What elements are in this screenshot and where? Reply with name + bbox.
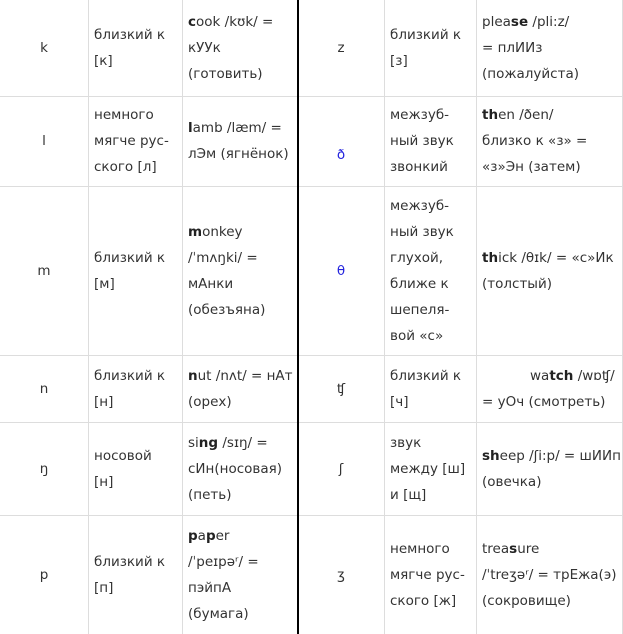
left-example-word (188, 363, 298, 415)
left-phoneme-symbol: m (37, 262, 51, 279)
example-text: (петь) (188, 486, 232, 503)
description-line: ского [л] (94, 159, 157, 175)
center-divider (297, 0, 299, 634)
example-text: ick /θɪk/ = «с»Ик (498, 249, 614, 266)
left-sound-description (94, 22, 180, 74)
example-text: /pli:z/ (528, 14, 570, 30)
highlighted-letters: l (188, 120, 193, 136)
example-text: кУУк (188, 40, 221, 56)
example-text: пэйпА (188, 579, 232, 596)
example-line (188, 549, 298, 575)
left-example-word (188, 9, 298, 87)
left-phoneme-symbol: k (40, 40, 48, 56)
row-divider (0, 186, 623, 187)
example-line (188, 61, 298, 87)
example-line (482, 154, 623, 180)
example-text: (пожалуйста) (482, 66, 580, 82)
highlighted-letters: th (482, 107, 499, 123)
example-text: /ˈpeɪpəʳ/ = (188, 553, 259, 570)
description-line: звонкий (390, 159, 448, 175)
example-text: wa (530, 367, 550, 384)
description-line: шепеля- (390, 301, 450, 318)
example-text: plea (482, 14, 511, 30)
example-line (188, 245, 298, 271)
column-divider (384, 0, 385, 634)
description-line: звук (390, 434, 422, 451)
example-line (482, 588, 623, 614)
example-line (188, 430, 298, 456)
example-text: = плИИз (482, 40, 543, 56)
example-text: ure (517, 540, 540, 557)
left-sound-description (94, 245, 180, 297)
right-sound-description (390, 430, 474, 508)
example-text: onkey (202, 223, 243, 240)
example-line (482, 389, 623, 415)
example-line (188, 482, 298, 508)
example-text: /ˈmʌŋki/ = (188, 249, 258, 266)
highlighted-letters: p (205, 527, 216, 544)
example-text: мАнки (188, 275, 234, 292)
example-text: /sɪŋ/ = (218, 434, 268, 451)
row-divider (0, 515, 623, 516)
right-sound-description (390, 193, 474, 349)
description-line: ный звук (390, 133, 454, 149)
description-line: и [щ] (390, 486, 427, 503)
column-divider (476, 0, 477, 634)
example-text: (овечка) (482, 473, 542, 490)
example-text: amb /læm/ = (192, 120, 282, 136)
example-text: /wɒʧ/ (573, 367, 615, 384)
example-text: (орех) (188, 393, 232, 410)
right-example-word (482, 102, 623, 180)
right-example-word (482, 443, 623, 495)
example-line (188, 219, 298, 245)
description-line: [з] (390, 53, 408, 69)
right-sound-description (390, 363, 474, 415)
left-example-word (188, 115, 298, 167)
left-sound-description (94, 363, 180, 415)
left-sound-description (94, 102, 180, 180)
highlighted-letters: ng (198, 434, 219, 451)
right-example-word (482, 9, 623, 87)
example-text: (бумага) (188, 605, 249, 622)
example-line (188, 523, 298, 549)
right-example-word (482, 245, 623, 297)
description-line: [п] (94, 579, 114, 596)
example-line (482, 102, 623, 128)
example-line (482, 536, 623, 562)
example-line (188, 575, 298, 601)
description-line: близкий к (94, 27, 166, 43)
description-line: [ч] (390, 393, 409, 410)
description-line: [к] (94, 53, 113, 69)
highlighted-letters: n (188, 367, 198, 384)
example-text: сИн(носовая) (188, 460, 282, 477)
left-sound-description (94, 549, 180, 601)
right-phoneme-symbol: ð (336, 147, 346, 163)
left-example-word (188, 430, 298, 508)
example-text: (толстый) (482, 275, 553, 292)
example-line (482, 128, 623, 154)
example-line (188, 456, 298, 482)
right-sound-description (390, 102, 474, 180)
right-example-word (482, 536, 623, 614)
left-sound-description (94, 443, 180, 495)
right-phoneme-symbol: ʧ (336, 380, 346, 397)
example-line (482, 271, 623, 297)
example-text: ut /nʌt/ = нАт (197, 367, 293, 384)
row-divider (0, 422, 623, 423)
description-line: немного (390, 540, 450, 557)
example-text: /ˈtreʒəʳ/ = трЕжа(э) (482, 566, 617, 583)
description-line: близкий к (94, 367, 166, 384)
highlighted-letters: se (510, 14, 529, 30)
left-phoneme-symbol: ŋ (39, 460, 49, 477)
example-line (482, 61, 623, 87)
example-text: ook /kʊk/ = (196, 14, 274, 30)
right-phoneme-symbol: z (337, 40, 345, 56)
description-line: межзуб- (390, 197, 450, 214)
example-line (188, 363, 298, 389)
row-divider (0, 355, 623, 356)
description-line: ближе к (390, 275, 449, 292)
example-line (188, 297, 298, 323)
right-sound-description (390, 536, 474, 614)
example-text: (готовить) (188, 66, 263, 82)
description-line: мягче рус- (94, 133, 169, 149)
example-text: en /ðen/ (498, 107, 554, 123)
right-sound-description (390, 22, 474, 74)
description-line: между [ш] (390, 460, 466, 477)
highlighted-letters: p (188, 527, 198, 544)
description-line: близкий к (390, 367, 462, 384)
example-text: = уОч (смотреть) (482, 393, 606, 410)
example-text: (обезъяна) (188, 301, 266, 318)
example-line (188, 271, 298, 297)
example-line (188, 9, 298, 35)
example-line (482, 9, 623, 35)
example-line (482, 443, 623, 469)
description-line: межзуб- (390, 107, 450, 123)
left-example-word (188, 219, 298, 323)
description-line: близкий к (390, 27, 462, 43)
description-line: глухой, (390, 249, 444, 266)
example-text: a (197, 527, 206, 544)
left-example-word (188, 523, 298, 627)
example-line (188, 389, 298, 415)
description-line: [м] (94, 275, 115, 292)
example-text: eep /ʃi:p/ = шИИп (499, 447, 621, 464)
row-divider (0, 96, 623, 97)
description-line: носовой (94, 447, 152, 464)
example-text: er (215, 527, 230, 544)
highlighted-letters: s (509, 540, 518, 557)
left-phoneme-symbol: p (39, 566, 49, 583)
highlighted-letters: th (482, 249, 499, 266)
description-line: ского [ж] (390, 592, 457, 609)
description-line: ный звук (390, 223, 454, 240)
left-phoneme-symbol: l (42, 133, 46, 149)
description-line: вой «с» (390, 327, 444, 344)
highlighted-letters: tch (549, 367, 574, 384)
column-divider (88, 0, 89, 634)
description-line: близкий к (94, 553, 166, 570)
highlighted-letters: c (188, 14, 197, 30)
highlighted-letters: m (188, 223, 203, 240)
example-line (482, 562, 623, 588)
example-text: «з»Эн (затем) (482, 159, 581, 175)
description-line: [н] (94, 393, 114, 410)
right-phoneme-symbol: ʒ (337, 566, 345, 583)
left-phoneme-symbol: n (39, 380, 49, 397)
example-line (482, 35, 623, 61)
right-example-word (482, 363, 623, 415)
example-line (188, 35, 298, 61)
example-line (482, 245, 623, 271)
example-line (188, 141, 298, 167)
example-line (188, 601, 298, 627)
description-line: немного (94, 107, 154, 123)
example-line (482, 469, 623, 495)
right-phoneme-symbol: ʃ (338, 460, 344, 477)
example-text: trea (482, 540, 510, 557)
example-line (482, 363, 623, 389)
example-text: si (188, 434, 199, 451)
example-line (188, 115, 298, 141)
example-text: близко к «з» = (482, 133, 588, 149)
example-text: лЭм (ягнёнок) (188, 146, 289, 162)
highlighted-letters: sh (482, 447, 500, 464)
example-text: (сокровище) (482, 592, 571, 609)
description-line: [н] (94, 473, 114, 490)
column-divider (182, 0, 183, 634)
description-line: близкий к (94, 249, 166, 266)
description-line: мягче рус- (390, 566, 465, 583)
right-phoneme-symbol: θ (336, 262, 346, 279)
